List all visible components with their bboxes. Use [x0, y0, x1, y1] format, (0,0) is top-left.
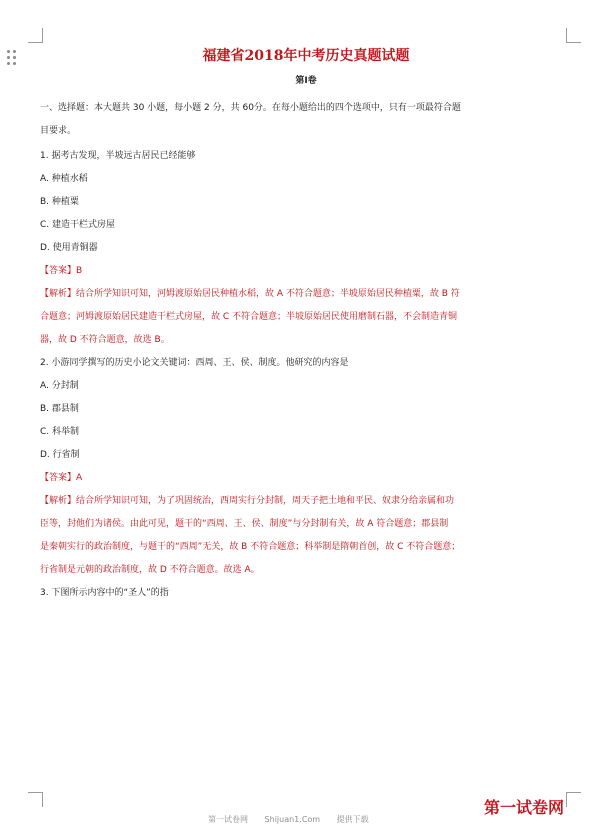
- drag-handle-icon[interactable]: [7, 50, 19, 68]
- question-2-option-a: A. 分封制: [40, 381, 79, 391]
- section-instructions-line-2: 目要求。: [40, 126, 77, 136]
- footer-site-url: Shijuan1.Com: [264, 815, 321, 824]
- question-2-option-d: D. 行省制: [40, 450, 80, 460]
- section-instructions-line-1: 一、选择题：本大题共 30 小题，每小题 2 分，共 60分。在每小题给出的四个选项中，只有一项最符合题: [40, 103, 461, 113]
- question-1-stem: 1. 据考古发现，半坡远古居民已经能够: [40, 151, 196, 161]
- question-2-option-c: C. 科举制: [40, 427, 80, 437]
- question-1-option-c: C. 建造干栏式房屋: [40, 220, 116, 230]
- corner-mark-top-right: [566, 28, 581, 43]
- question-2-stem: 2. 小游同学撰写的历史小论文关键词：西周、王、侯、制度。他研究的内容是: [40, 358, 349, 368]
- question-1-analysis-line: 器，故 D 不符合题意，故选 B。: [40, 335, 170, 345]
- brand-logo-text: 第一试卷网: [484, 798, 565, 817]
- corner-mark-bottom-left: [28, 792, 43, 807]
- question-2-analysis-line: 【解析】结合所学知识可知，为了巩固统治，西周实行分封制，周天子把土地和平民、奴隶分给亲属和功: [40, 496, 455, 506]
- question-2-option-b: B. 郡县制: [40, 404, 79, 414]
- footer-download-text: 提供下载: [336, 815, 369, 824]
- question-3-stem: 3. 下图所示内容中的“圣人”的指: [40, 588, 169, 598]
- document-title: 福建省2018年中考历史真题试题: [202, 48, 410, 64]
- document-page: [40, 46, 572, 605]
- footer-site-name: 第一试卷网: [208, 815, 248, 824]
- corner-mark-bottom-right: [566, 792, 581, 807]
- page-footer: [208, 814, 383, 825]
- section-heading: 第Ⅰ卷: [295, 76, 317, 86]
- question-2-analysis-line: 臣等，封他们为诸侯。由此可见，题干的“西周、王、侯、制度”与分封制有关，故 A 符合题意；郡县制: [40, 519, 449, 529]
- question-1-answer: 【答案】B: [40, 266, 83, 276]
- question-2-answer: 【答案】A: [40, 473, 83, 483]
- question-1-analysis-line: 【解析】结合所学知识可知，河姆渡原始居民种植水稻，故 A 不符合题意；半坡原始居民种植粟，故 B 符: [40, 289, 460, 299]
- question-2-analysis-line: 行省制是元朝的政治制度，故 D 不符合题意。故选 A。: [40, 565, 260, 575]
- corner-mark-top-left: [28, 28, 43, 43]
- question-1-analysis-line: 合题意；河姆渡原始居民建造干栏式房屋，故 C 不符合题意；半坡原始居民使用磨制石器，不会制造青铜: [40, 312, 458, 322]
- question-1-option-d: D. 使用青铜器: [40, 243, 98, 253]
- question-1-option-a: A. 种植水稻: [40, 174, 88, 184]
- question-2-analysis-line: 是秦朝实行的政治制度，与题干的“西周”无关，故 B 不符合题意；科举制是隋朝首创，故 C 不符合题意；: [40, 542, 461, 552]
- question-1-option-b: B. 种植粟: [40, 197, 79, 207]
